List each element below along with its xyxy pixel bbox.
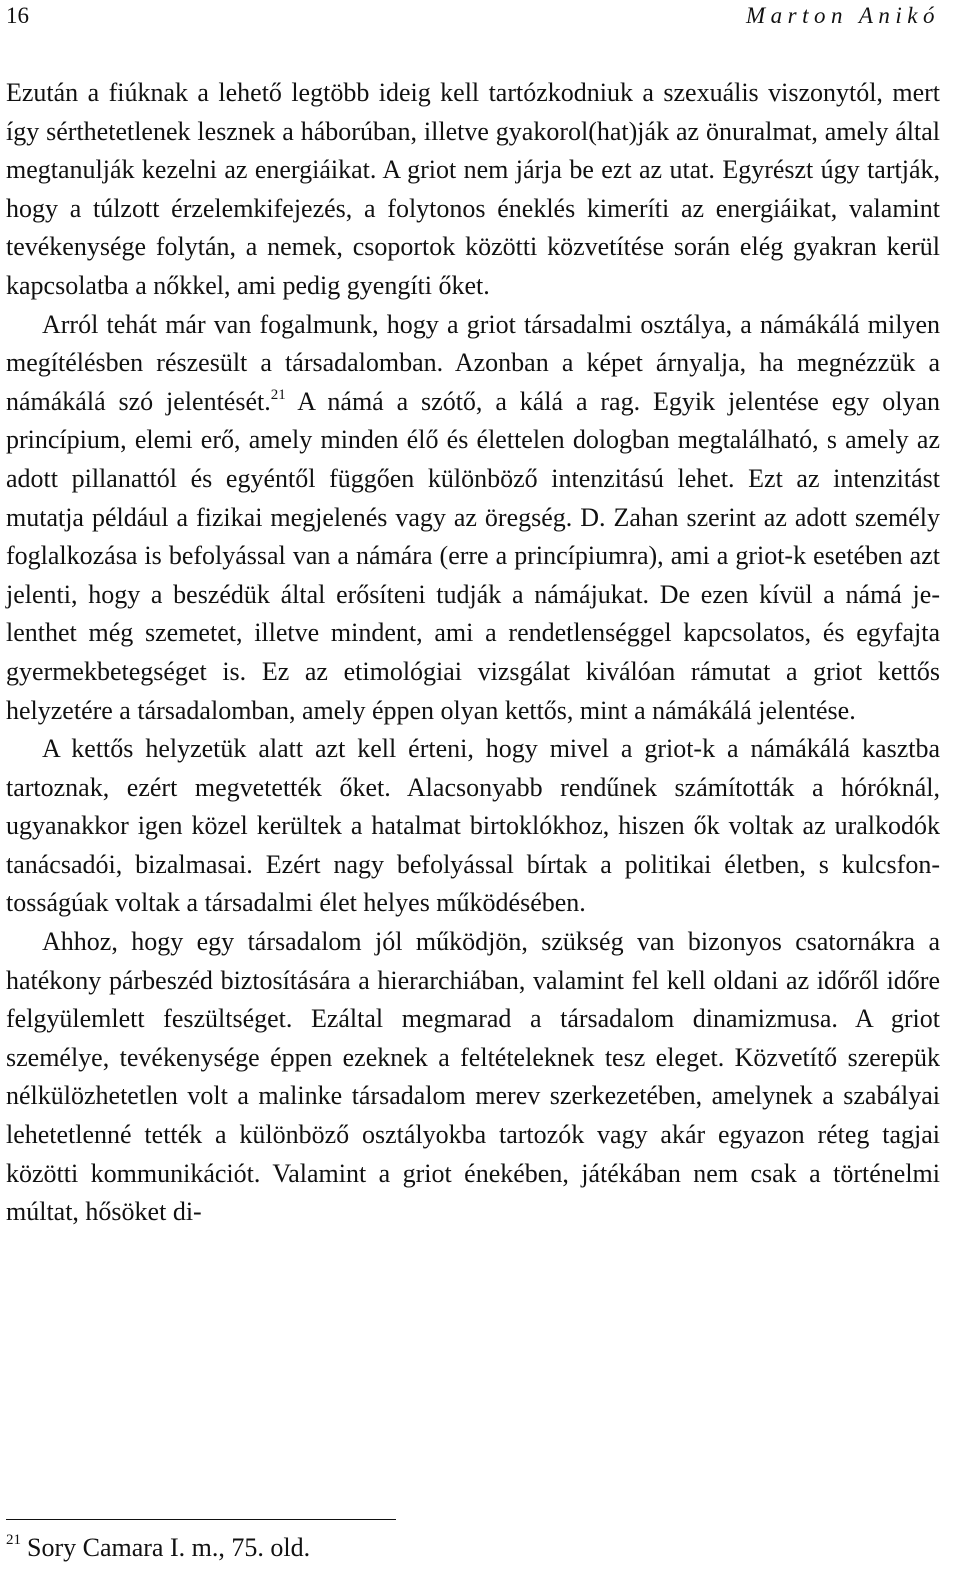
footnote-text: Sory Camara I. m., 75. old. bbox=[27, 1533, 311, 1562]
paragraph-3 bbox=[6, 730, 940, 923]
paragraph-1 bbox=[6, 74, 940, 306]
book-page bbox=[6, 0, 940, 1596]
paragraph-1-text: Ezután a fiúknak a lehető legtöbb ideig kell tartózkodniuk a szexuális viszonytól, mert így sérthetetlenek lesznek a háborúban, illetve gyakorol(hat)ják az önuralmat, amely által megtanulják kezelni az energiáikat. A griot nem járja be ezt az utat. Egyrészt úgy tartják, hogy a túlzott érzelemkifejezés, a folytonos éneklés kimeríti az energiáikat, valamint tevékenysége folytán, a nemek, csoportok közötti közvetítése során elég gyakran kerül kapcsolatba a nőkkel, ami pedig gyengíti őket. bbox=[6, 78, 940, 300]
footnote-reference-21[interactable]: 21 bbox=[270, 386, 286, 403]
paragraph-2-text-rest: A námá a szótő, a kálá a rag. Egyik jelentése egy olyan princípium, elemi erő, amely minden élő és élettelen dologban megtalálható, s amely az adott pillanattól és egyéntől függően különböző intenzitású lehet. Ezt az intenzitást mutatja például a fizikai megjelenés vagy az öregség. D. Zahan szerint az adott személy foglalkozása is befolyással van a námára (erre a princípiumra), ami a griot-k esetében azt jelenti, hogy a beszédük által erősíteni tudják a námájukat. De ezen kívül a námá jelenthet még szemetet, illetve mindent, ami a rendetlenséggel kapcsolatos, és egyfajta gyermekbetegséget is. Ez az etimológiai vizsgálat kiválóan rámutat a griot kettős helyzetére a társadalomban, amely éppen olyan kettős, mint a námákálá jelentése. bbox=[6, 386, 940, 725]
paragraph-3-text: A kettős helyzetük alatt azt kell érteni, hogy mivel a griot-k a námákálá kasztba tartoznak, ezért megvetették őket. Alacsonyabb rendűnek számították a hóróknál, ugyanakkor igen közel kerültek a hatalmat birtoklókhoz, hiszen ők voltak az uralkodók tanácsadói, bizalmasai. Ezért nagy befolyással bírtak a politikai életben, s kulcsfontosságúak voltak a társadalmi élet helyes működésében. bbox=[6, 734, 940, 918]
running-head bbox=[6, 1, 940, 31]
paragraph-2-text-start: Arról tehát már van fogalmunk, hogy a griot társadalmi osztálya, a námákálá milyen megítélésben részesült a társadalomban. Azonban a képet árnyalja, ha megnézzük a námákálá szó jelentését. bbox=[6, 309, 940, 416]
paragraph-4 bbox=[6, 923, 940, 1232]
footnote-21 bbox=[6, 1530, 310, 1566]
paragraph-2 bbox=[6, 306, 940, 731]
paragraph-4-text: Ahhoz, hogy egy társadalom jól működjön, szükség van bizonyos csatornákra a hatékony párbeszéd biztosítására a hierarchiában, valamint fel kell oldani az időről időre felgyülemlett feszültséget. Ezáltal megmarad a társadalom dinamizmusa. A griot személye, tevékenysége éppen ezeknek a feltételeknek tesz eleget. Közvetítő szerepük nélkülözhetetlen volt a malinke társadalom merev szerkezetében, amelynek a szabályai lehetetlenné tették a különböző osztályokba tartozók vagy akár egyazon réteg tagjai közötti kommunikációt. Valamint a griot énekében, játékában nem csak a történelmi múltat, hősöket di- bbox=[6, 927, 940, 1227]
footnote-number: 21 bbox=[6, 1532, 21, 1548]
page-number: 16 bbox=[6, 3, 29, 28]
running-title-author: Marton Anikó bbox=[746, 3, 940, 28]
body-text bbox=[6, 74, 940, 1232]
footnote-divider bbox=[6, 1519, 396, 1520]
